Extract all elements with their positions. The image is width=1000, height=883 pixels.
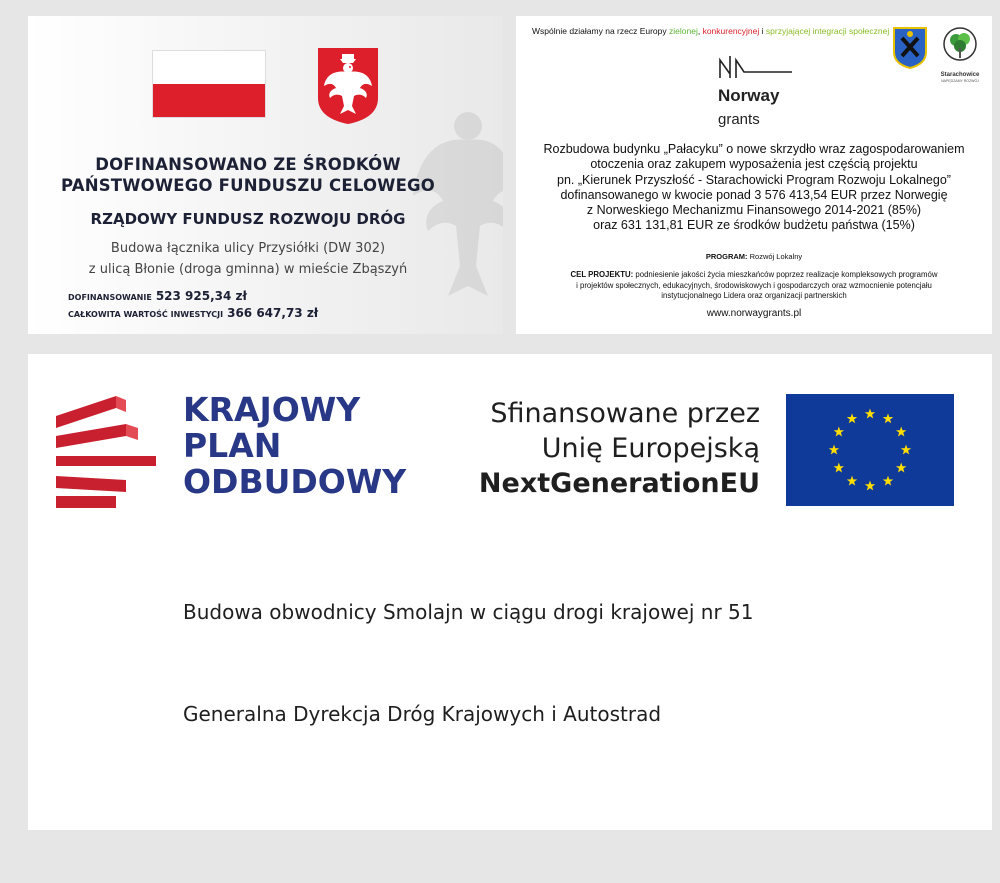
kpo-logo-text: KRAJOWY PLAN ODBUDOWY xyxy=(183,390,407,501)
subheading: RZĄDOWY FUNDUSZ ROZWOJU DRÓG xyxy=(90,210,406,228)
norway-logo-text: Norway xyxy=(718,86,780,105)
city-logo-tagline: NAPĘDZAMY ROZWÓJ xyxy=(941,79,979,83)
project-goal: CEL PROJEKTU: podniesienie jakości życia mieszkańców poprzez realizacje kompleksowych programów i projektów społecznych, edukacyjnych, środowiskowych i gospodarczych oraz wzmocnienie potencjału instytucjonalnego Lidera oraz organizacji partnerskich xyxy=(570,270,938,300)
funding-label: DOFINANSOWANIE xyxy=(68,293,152,302)
website-url: www.norwaygrants.pl xyxy=(706,308,802,319)
project-body: Rozbudowa budynku „Pałacyku” o nowe skrzydło wraz zagospodarowaniem otoczenia oraz zakupem wyposażenia jest częścią projektu pn. „Kierunek Przyszłość - Starachowicki Program Rozwoju Lokalnego” dofinansowanego w kwocie ponad 3 576 413,54 EUR przez Norwegię z Norweskiego Mechanizmu Finansowego 2014-2021 (85%) oraz 631 131,81 EUR ze środków budżetu państwa (15%) xyxy=(543,142,965,233)
kpo-plaque xyxy=(28,354,992,830)
slogan: Wspólnie działamy na rzecz Europy zielonej, konkurencyjnej i sprzyjającej integracji społecznej xyxy=(532,26,890,36)
program-line: PROGRAM: Rozwój Lokalny xyxy=(705,252,803,261)
total-label: CAŁKOWITA WARTOŚĆ INWESTYCJI xyxy=(68,310,224,319)
project-title: Budowa obwodnicy Smolajn w ciągu drogi krajowej nr 51 xyxy=(183,600,754,624)
city-coat-of-arms-icon xyxy=(892,26,928,70)
beneficiary: Generalna Dyrekcja Dróg Krajowych i Autostrad xyxy=(183,702,662,726)
project-description: Budowa łącznika ulicy Przysiółki (DW 302) z ulicą Błonie (droga gminna) w mieście Zbąszyń xyxy=(88,241,408,277)
kpo-logo-icon xyxy=(56,394,160,510)
eu-funding-text: Sfinansowane przez Unię Europejską NextGenerationEU xyxy=(478,398,760,499)
state-fund-plaque xyxy=(28,16,503,334)
grants-logo-text: grants xyxy=(718,111,760,128)
city-logo-text: Starachowice xyxy=(940,72,980,78)
polish-eagle-emblem-icon xyxy=(316,46,380,126)
polish-flag xyxy=(152,50,266,118)
eu-flag-icon xyxy=(786,394,954,506)
tree-icon xyxy=(936,26,984,66)
funding-value: 523 925,34 zł xyxy=(155,289,247,303)
heading: DOFINANSOWANO ZE ŚRODKÓW PAŃSTWOWEGO FUNDUSZU CELOWEGO xyxy=(60,155,436,195)
norway-grants-plaque xyxy=(516,16,992,334)
funding-summary xyxy=(68,288,318,322)
norway-grants-mark-icon xyxy=(718,54,794,84)
starachowice-logo xyxy=(936,26,984,84)
total-value: 366 647,73 zł xyxy=(227,306,319,320)
